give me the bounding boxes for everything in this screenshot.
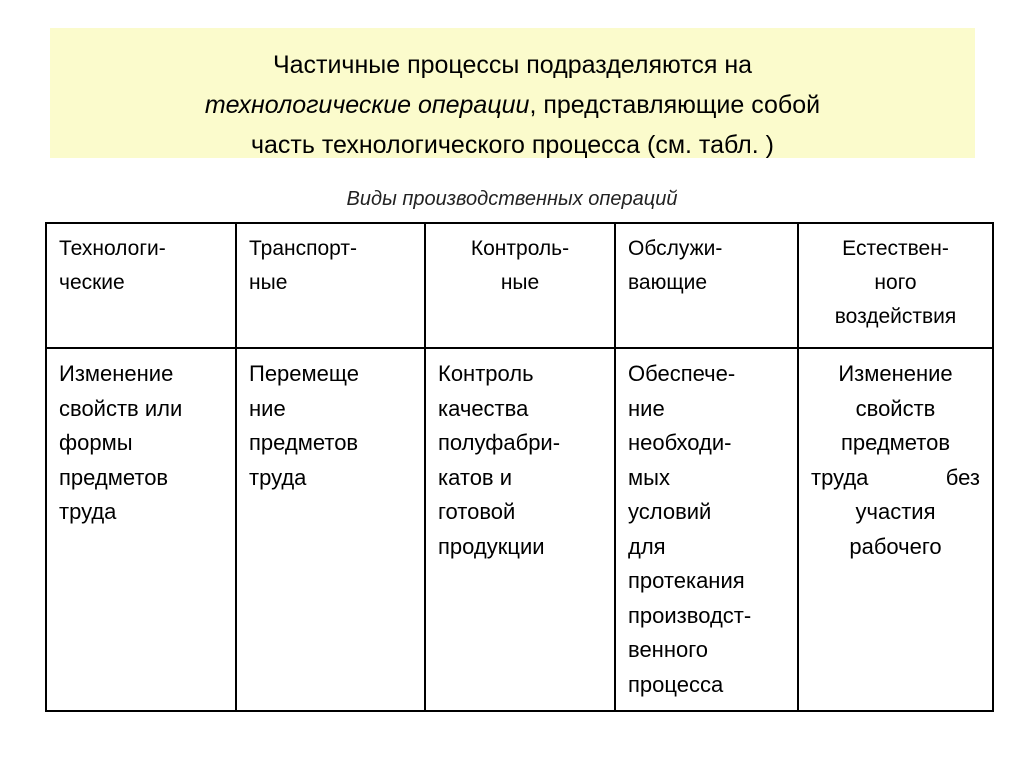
title-line-3: часть технологического процесса (см. табл. ) <box>251 131 774 159</box>
cell-line: Изменение <box>59 361 174 386</box>
cell-line: Перемеще <box>249 361 359 386</box>
cell-line: ческие <box>59 271 125 294</box>
cell-line: полуфабри- <box>438 430 561 455</box>
cell-line: условий <box>628 499 712 524</box>
header-cell <box>798 223 993 348</box>
cell-line: Контроль- <box>470 237 570 260</box>
cell-line: производст- <box>628 602 752 628</box>
cell-line: мых <box>628 464 670 490</box>
cell-line: процесса <box>628 671 724 697</box>
cell-line: участия <box>855 499 936 524</box>
cell-line: катов и <box>438 464 513 490</box>
cell-line: для <box>628 533 666 559</box>
header-cell <box>236 223 425 348</box>
cell-line: свойств <box>855 395 936 421</box>
body-cell <box>615 348 798 711</box>
table-row <box>46 348 993 711</box>
cell-line: свойств или <box>59 395 183 421</box>
cell-line: воздействия <box>834 305 957 328</box>
cell-line: ние <box>249 395 286 421</box>
cell-line: ние <box>628 395 665 421</box>
title-line-2 <box>50 85 975 125</box>
body-cell <box>425 348 615 711</box>
operations-table <box>45 222 994 712</box>
header-cell <box>46 223 236 348</box>
cell-line: продукции <box>438 533 545 559</box>
cell-line: формы <box>59 430 133 455</box>
cell-line: готовой <box>438 499 516 524</box>
title-emphasis: технологические операции <box>204 91 530 119</box>
cell-line: Транспорт- <box>249 237 357 260</box>
cell-line: предметов <box>249 430 359 455</box>
cell-line: Технологи- <box>59 237 166 260</box>
header-cell <box>425 223 615 348</box>
body-cell <box>798 348 993 711</box>
cell-line: рабочего <box>849 533 942 559</box>
cell-line: ные <box>500 271 540 294</box>
cell-line: качества <box>438 395 529 421</box>
cell-line: труда <box>59 499 117 524</box>
cell-line: вающие <box>628 271 708 294</box>
cell-line: протекания <box>628 568 745 593</box>
cell-line: Обслужи- <box>628 237 723 260</box>
title-line-2-rest: , представляющие собой <box>529 91 821 119</box>
cell-line: Обеспече- <box>628 361 736 386</box>
title-banner <box>50 28 975 158</box>
body-cell <box>236 348 425 711</box>
cell-line: труда <box>249 464 307 490</box>
cell-line: необходи- <box>628 430 732 455</box>
table-header-row <box>46 223 993 348</box>
cell-line: предметов <box>840 430 951 455</box>
header-cell <box>615 223 798 348</box>
cell-line: Изменение <box>838 361 953 386</box>
cell-line: Контроль <box>438 361 534 386</box>
cell-line: венного <box>628 637 708 662</box>
title-line-1: Частичные процессы подразделяются на <box>272 51 753 79</box>
cell-line: Естествен- <box>842 237 949 260</box>
body-cell <box>46 348 236 711</box>
cell-line: ного <box>874 271 917 294</box>
table-caption: Виды производственных операций <box>346 188 678 210</box>
cell-line: предметов <box>59 464 169 490</box>
cell-line: труда без <box>811 464 980 490</box>
cell-line: ные <box>249 271 288 294</box>
